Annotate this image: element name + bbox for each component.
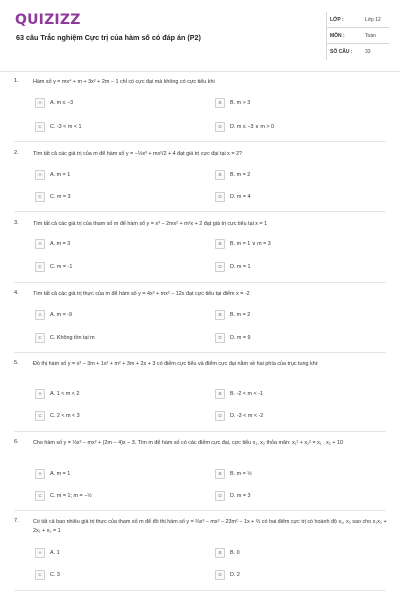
option-text: B. m = 1 ∨ m = 3 <box>230 241 271 247</box>
option-letter-box: A <box>35 469 45 479</box>
question-2 <box>0 150 400 206</box>
option-text: A. m ≤ −3 <box>50 100 74 106</box>
quizizz-logo: QUIZIZZ <box>15 12 81 28</box>
option-letter-box: C <box>35 192 45 202</box>
option-letter-box: C <box>35 122 45 132</box>
option-letter-box: A <box>35 548 45 558</box>
option-letter-box: C <box>35 411 45 421</box>
question-divider <box>14 141 386 142</box>
page-header <box>0 0 400 64</box>
meta-label: SỐ CÂU : <box>330 49 353 55</box>
question-divider <box>14 282 386 283</box>
option-text: A. 1 <box>50 550 60 556</box>
option-text: B. m = ½ <box>230 471 252 477</box>
question-number: 4. <box>14 290 19 296</box>
question-3 <box>0 220 400 276</box>
question-divider <box>14 431 386 432</box>
question-1 <box>0 78 400 134</box>
meta-value: Lớp 12 <box>365 17 381 23</box>
option-letter-box: A <box>35 170 45 180</box>
option-letter-box: B <box>215 170 225 180</box>
question-text: Hàm số y = mx⁴ + m + 3x² + 2m − 1 chỉ có cực đại mà không có cực tiểu khi <box>33 79 215 85</box>
option-letter-box: C <box>35 570 45 580</box>
option-text: A. m = 1 <box>50 471 71 477</box>
meta-value: 33 <box>365 49 371 55</box>
option-text: D. 2 <box>230 572 240 578</box>
question-number: 3. <box>14 220 19 226</box>
option-text: B. m = 2 <box>230 312 251 318</box>
question-divider <box>14 590 386 591</box>
option-letter-box: D <box>215 570 225 580</box>
option-letter-box: D <box>215 262 225 272</box>
option-text: B. -2 < m < -1 <box>230 391 263 397</box>
option-letter-box: C <box>35 333 45 343</box>
meta-row-count <box>327 44 389 60</box>
option-text: C. 2 < m < 3 <box>50 413 80 419</box>
question-divider <box>14 352 386 353</box>
page-title: 63 câu Trắc nghiệm Cực trị của hàm số có đáp án (P2) <box>16 33 201 42</box>
question-number: 2. <box>14 150 19 156</box>
option-text: C. m = 3 <box>50 194 71 200</box>
option-text: D. -3 < m < -2 <box>230 413 264 419</box>
option-letter-box: D <box>215 333 225 343</box>
question-6 <box>0 439 400 505</box>
option-letter-box: C <box>35 262 45 272</box>
option-letter-box: B <box>215 310 225 320</box>
option-text: B. 0 <box>230 550 240 556</box>
question-7 <box>0 518 400 584</box>
option-text: D. m ≤ −3 ∨ m > 0 <box>230 124 275 130</box>
option-letter-box: C <box>35 491 45 501</box>
option-text: A. m = 1 <box>50 172 71 178</box>
option-text: C. 3 <box>50 572 60 578</box>
option-letter-box: A <box>35 98 45 108</box>
question-4 <box>0 290 400 346</box>
option-letter-box: D <box>215 411 225 421</box>
question-number: 7. <box>14 518 19 524</box>
header-divider <box>0 71 400 72</box>
option-text: D. m = 3 <box>230 493 251 499</box>
option-text: B. m = 2 <box>230 172 251 178</box>
option-text: D. m = 1 <box>230 264 251 270</box>
option-letter-box: B <box>215 98 225 108</box>
option-text: D. m = 9 <box>230 335 251 341</box>
option-letter-box: B <box>215 239 225 249</box>
option-text: A. m = -9 <box>50 312 73 318</box>
option-letter-box: D <box>215 122 225 132</box>
question-number: 1. <box>14 78 19 84</box>
option-letter-box: D <box>215 491 225 501</box>
option-text: A. m = 3 <box>50 241 71 247</box>
option-letter-box: A <box>35 239 45 249</box>
option-letter-box: D <box>215 192 225 202</box>
question-text: Tìm tất cả các giá trị của tham số m để hàm số y = x³ − 2mx² + m²x + 2 đạt giá trị cực tiểu tại x = 1 <box>33 221 268 227</box>
option-letter-box: A <box>35 310 45 320</box>
question-5 <box>0 360 400 424</box>
meta-row-class <box>327 12 389 28</box>
question-number: 5. <box>14 360 19 366</box>
question-text: Tìm tất cả các giá trị thực của m để hàm số y = 4x³ + mx² − 12x đạt cực tiểu tại điểm x = -2 <box>33 291 250 297</box>
option-text: D. m = 4 <box>230 194 251 200</box>
question-divider <box>14 510 386 511</box>
meta-label: LỚP : <box>330 17 344 23</box>
question-text: Đồ thị hàm số y = x³ − 3m + 1x² + m² + 3m + 2x + 3 có điểm cực tiểu và điểm cực đại nằm về hai phía của trục tung khi: <box>33 361 319 367</box>
question-number: 6. <box>14 439 19 445</box>
question-divider <box>14 211 386 212</box>
option-text: C. -3 < m < 1 <box>50 124 82 130</box>
question-text: Tìm tất cả các giá trị của m để hàm số y = −⅓x³ + mx²/2 + 4 đạt giá trị cực đại tại x = 2? <box>33 151 242 157</box>
option-text: C. m = 1; m = −½ <box>50 493 92 499</box>
option-text: C. Không tồn tại m <box>50 335 95 341</box>
meta-label: MÔN : <box>330 33 345 39</box>
option-text: C. m = -1 <box>50 264 73 270</box>
option-letter-box: B <box>215 548 225 558</box>
option-text: B. m > 3 <box>230 100 251 106</box>
option-letter-box: B <box>215 469 225 479</box>
question-text: Cho hàm số y = ⅓x³ − mx² + (2m − 4)x − 3. Tìm m để hàm số có các điểm cực đại, cực tiểu x₁, x₂ thỏa mãn: x₁² + x₂² = x₁ . x₂ + 10 <box>33 440 344 446</box>
meta-row-subject <box>327 28 389 44</box>
option-letter-box: B <box>215 389 225 399</box>
question-text: Có tất cả bao nhiêu giá trị thực của tham số m để đồ thị hàm số y = ⅔x³ − mx² − 23m² − 1x + ⅔ có hai điểm cực trị có hoành độ x₁, x₂ sao cho x₁x₂ + 2x₁ + x₂ = 1 <box>33 519 387 534</box>
option-letter-box: A <box>35 389 45 399</box>
meta-value: Toán <box>365 33 376 39</box>
option-text: A. 1 < m < 2 <box>50 391 80 397</box>
